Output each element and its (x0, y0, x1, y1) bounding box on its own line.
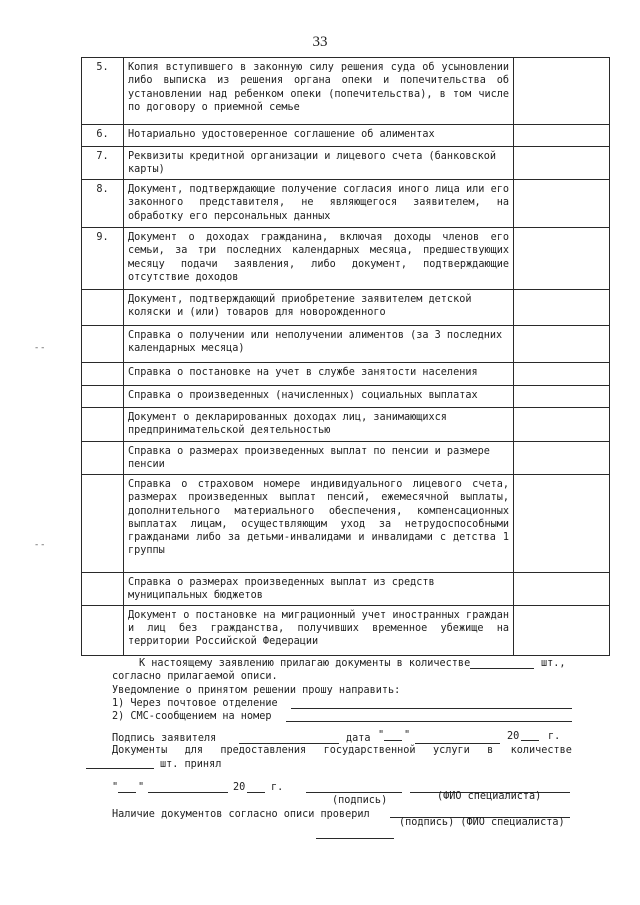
documents-table-body (82, 58, 610, 656)
docs-accepted-text-cont: шт. принял (160, 759, 222, 770)
row-number (82, 363, 124, 386)
docs-accepted-text (112, 744, 572, 757)
document-description: Справка о произведенных (начисленных) социальных выплатах (124, 386, 514, 408)
document-mark-cell[interactable] (514, 363, 610, 386)
spec-signature-field[interactable] (306, 792, 402, 793)
check-label: Наличие документов согласно описи проверил (112, 809, 370, 820)
attach-count-field[interactable] (470, 668, 534, 669)
row-number (82, 605, 124, 655)
spec-date-year-field[interactable] (247, 792, 265, 793)
document-description: Документ о постановке на миграционный учет иностранных граждан и лиц без гражданства, получивших временное убежище на территории Российской Федерации (124, 605, 514, 655)
document-description: Документ, подтверждающий приобретение заявителем детской коляски и (или) товаров для новорожденного (124, 290, 514, 326)
document-mark-cell[interactable] (514, 180, 610, 228)
spec-date-quote-close: " (138, 782, 145, 793)
table-row (82, 386, 610, 408)
table-row (82, 228, 610, 290)
check-caption: (подпись) (ФИО специалиста) (399, 817, 565, 828)
spec-date-quote-open: " (112, 782, 119, 793)
page-number: 33 (312, 34, 328, 50)
document-description: Справка о постановке на учет в службе занятости населения (124, 363, 514, 386)
date-quote-close: " (404, 730, 411, 741)
documents-table (81, 57, 610, 656)
document-mark-cell[interactable] (514, 228, 610, 290)
document-mark-cell[interactable] (514, 125, 610, 147)
spec-date-month-field[interactable] (148, 792, 228, 793)
row-number: 5. (82, 58, 124, 125)
row-number: 8. (82, 180, 124, 228)
date-label: дата (346, 733, 371, 744)
post-office-field[interactable] (291, 708, 572, 709)
document-mark-cell[interactable] (514, 58, 610, 125)
table-row (82, 180, 610, 228)
check-signature-field[interactable] (390, 817, 570, 818)
docs-count-field[interactable] (86, 768, 154, 769)
date-quote-open: " (378, 730, 385, 741)
document-description: Документ о декларированных доходах лиц, занимающихся предпринимательской деятельностью (124, 408, 514, 442)
document-description: Справка о размерах произведенных выплат из средств муниципальных бюджетов (124, 573, 514, 606)
docs-accepted-word: государственной (323, 745, 416, 756)
docs-accepted-word: предоставления (220, 745, 307, 756)
table-row (82, 442, 610, 475)
docs-accepted-word: для (184, 745, 203, 756)
document-description: Документ о доходах гражданина, включая доходы членов его семьи, за три последних календарных месяца, предшествующих месяцу подачи заявления, либо документ, подтверждающие отсутствие доходов (124, 228, 514, 290)
document-description: Справка о получении или неполучении алиментов (за 3 последних календарных месяца) (124, 326, 514, 363)
date-month-field[interactable] (415, 743, 500, 744)
applicant-signature-label: Подпись заявителя (112, 733, 217, 744)
table-row (82, 58, 610, 125)
document-mark-cell[interactable] (514, 573, 610, 606)
spec-date-day-field[interactable] (118, 792, 136, 793)
table-row (82, 147, 610, 180)
row-number: 7. (82, 147, 124, 180)
attach-text-cont: согласно прилагаемой описи. (112, 671, 278, 682)
table-row (82, 326, 610, 363)
row-number: 6. (82, 125, 124, 147)
applicant-signature-field[interactable] (239, 743, 339, 744)
document-mark-cell[interactable] (514, 386, 610, 408)
docs-accepted-word: количестве (510, 745, 572, 756)
margin-mark: - - (35, 540, 45, 550)
row-number (82, 573, 124, 606)
notify-option-post: 1) Через почтовое отделение (112, 698, 278, 709)
table-row (82, 363, 610, 386)
document-mark-cell[interactable] (514, 326, 610, 363)
attach-unit: шт., (541, 658, 566, 669)
document-mark-cell[interactable] (514, 408, 610, 442)
date-year-suffix: г. (548, 731, 561, 742)
table-row (82, 605, 610, 655)
docs-accepted-word: услуги (432, 745, 470, 756)
docs-accepted-word: в (487, 745, 494, 756)
row-number (82, 386, 124, 408)
spec-date-year-prefix: 20 (233, 782, 246, 793)
margin-mark: - - (35, 343, 45, 353)
table-row (82, 475, 610, 573)
bottom-rule (316, 838, 394, 839)
document-mark-cell[interactable] (514, 475, 610, 573)
document-mark-cell[interactable] (514, 605, 610, 655)
document-description: Копия вступившего в законную силу решения суда об усыновлении либо выписка из решения органа опеки и попечительства об установлении над ребенком опеки (попечительства), в том числе по договору о приемной семье (124, 58, 514, 125)
table-row (82, 408, 610, 442)
notify-title: Уведомление о принятом решении прошу направить: (112, 685, 401, 696)
spec-date-year-suffix: г. (271, 782, 284, 793)
row-number (82, 475, 124, 573)
row-number (82, 326, 124, 363)
document-mark-cell[interactable] (514, 147, 610, 180)
document-mark-cell[interactable] (514, 442, 610, 475)
row-number (82, 442, 124, 475)
spec-fio-field[interactable] (410, 792, 570, 793)
document-description: Справка о размерах произведенных выплат по пенсии и размере пенсии (124, 442, 514, 475)
notify-option-sms: 2) СМС-сообщением на номер (112, 711, 272, 722)
document-mark-cell[interactable] (514, 290, 610, 326)
date-year-field[interactable] (521, 740, 539, 741)
document-description: Справка о страховом номере индивидуального лицевого счета, размерах произведенных выплат пенсий, ежемесячной выплаты, дополнительного материального обеспечения, компенсационных выплатах лицам, осуществляющим уход за нетрудоспособными гражданами либо за детьми-инвалидами и инвалидами с детства 1 группы (124, 475, 514, 573)
table-row (82, 290, 610, 326)
table-row (82, 125, 610, 147)
date-year-prefix: 20 (507, 731, 520, 742)
document-description: Реквизиты кредитной организации и лицевого счета (банковской карты) (124, 147, 514, 180)
sms-number-field[interactable] (286, 721, 572, 722)
date-day-field[interactable] (384, 740, 402, 741)
attach-text: К настоящему заявлению прилагаю документы в количестве (139, 658, 471, 669)
document-description: Нотариально удостоверенное соглашение об алиментах (124, 125, 514, 147)
docs-accepted-word: Документы (112, 745, 168, 756)
spec-signature-caption: (подпись) (332, 795, 388, 806)
spec-fio-caption: (ФИО специалиста) (437, 791, 542, 802)
row-number: 9. (82, 228, 124, 290)
row-number (82, 290, 124, 326)
table-row (82, 573, 610, 606)
row-number (82, 408, 124, 442)
document-description: Документ, подтверждающие получение согласия иного лица или его законного представителя, не являющегося заявителем, на обработку его персональных данных (124, 180, 514, 228)
